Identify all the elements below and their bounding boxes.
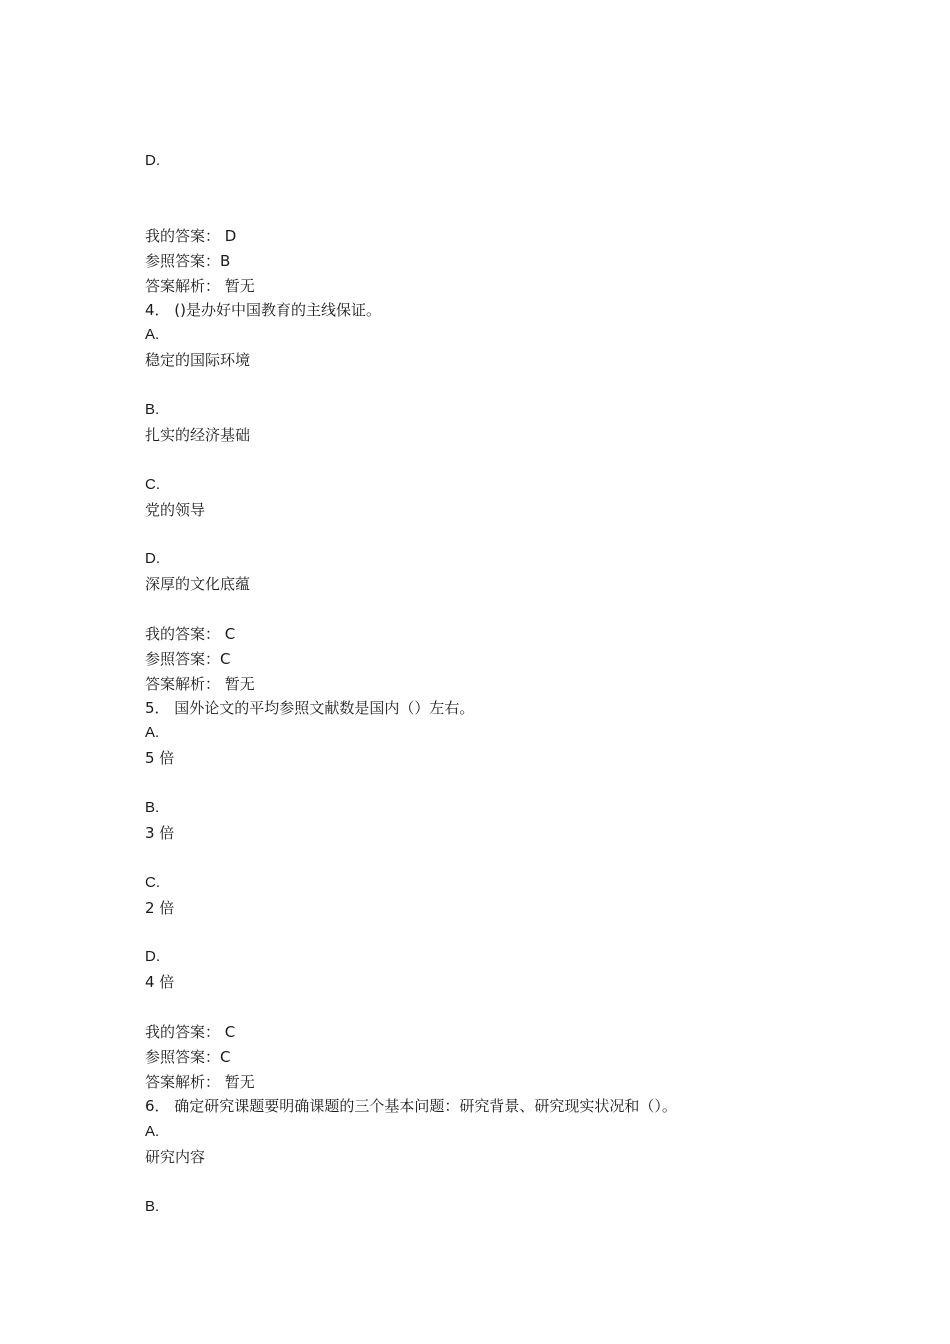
- q4-option-c-text: 党的领导: [145, 501, 206, 519]
- q6-option-a-label: A.: [145, 1123, 160, 1140]
- q6-option-a-text: 研究内容: [145, 1148, 206, 1166]
- q4-option-b-text: 扎实的经济基础: [145, 426, 251, 444]
- q3-answer-analysis: 答案解析： 暂无: [145, 277, 255, 295]
- q6-question: 6． 确定研究课题要明确课题的三个基本问题：研究背景、研究现实状况和（）。: [145, 1097, 677, 1115]
- q3-reference-answer: 参照答案：B: [145, 252, 231, 270]
- q4-option-a-text: 稳定的国际环境: [145, 351, 251, 369]
- q4-option-b-label: B.: [145, 401, 160, 418]
- q4-option-a-label: A.: [145, 326, 160, 343]
- q5-question: 5． 国外论文的平均参照文献数是国内（）左右。: [145, 699, 475, 717]
- q5-option-c-label: C.: [145, 874, 160, 891]
- q5-option-a-label: A.: [145, 724, 160, 741]
- q5-my-answer: 我的答案： C: [145, 1023, 236, 1041]
- q5-option-b-text: 3 倍: [145, 824, 175, 842]
- q6-option-b-label: B.: [145, 1198, 160, 1215]
- q5-answer-analysis: 答案解析： 暂无: [145, 1073, 255, 1091]
- q4-my-answer: 我的答案： C: [145, 625, 236, 643]
- q5-option-b-label: B.: [145, 799, 160, 816]
- q4-answer-analysis: 答案解析： 暂无: [145, 675, 255, 693]
- q5-option-a-text: 5 倍: [145, 749, 175, 767]
- q4-option-d-label: D.: [145, 550, 160, 567]
- q4-question: 4． ()是办好中国教育的主线保证。: [145, 301, 382, 319]
- q4-option-c-label: C.: [145, 476, 160, 493]
- q5-reference-answer: 参照答案：C: [145, 1048, 231, 1066]
- q4-option-d-text: 深厚的文化底蕴: [145, 575, 251, 593]
- q4-reference-answer: 参照答案：C: [145, 650, 231, 668]
- q5-option-d-text: 4 倍: [145, 973, 175, 991]
- q5-option-d-label: D.: [145, 948, 160, 965]
- q3-my-answer: 我的答案： D: [145, 227, 237, 245]
- q3-option-d-label: D.: [145, 152, 160, 169]
- q5-option-c-text: 2 倍: [145, 899, 175, 917]
